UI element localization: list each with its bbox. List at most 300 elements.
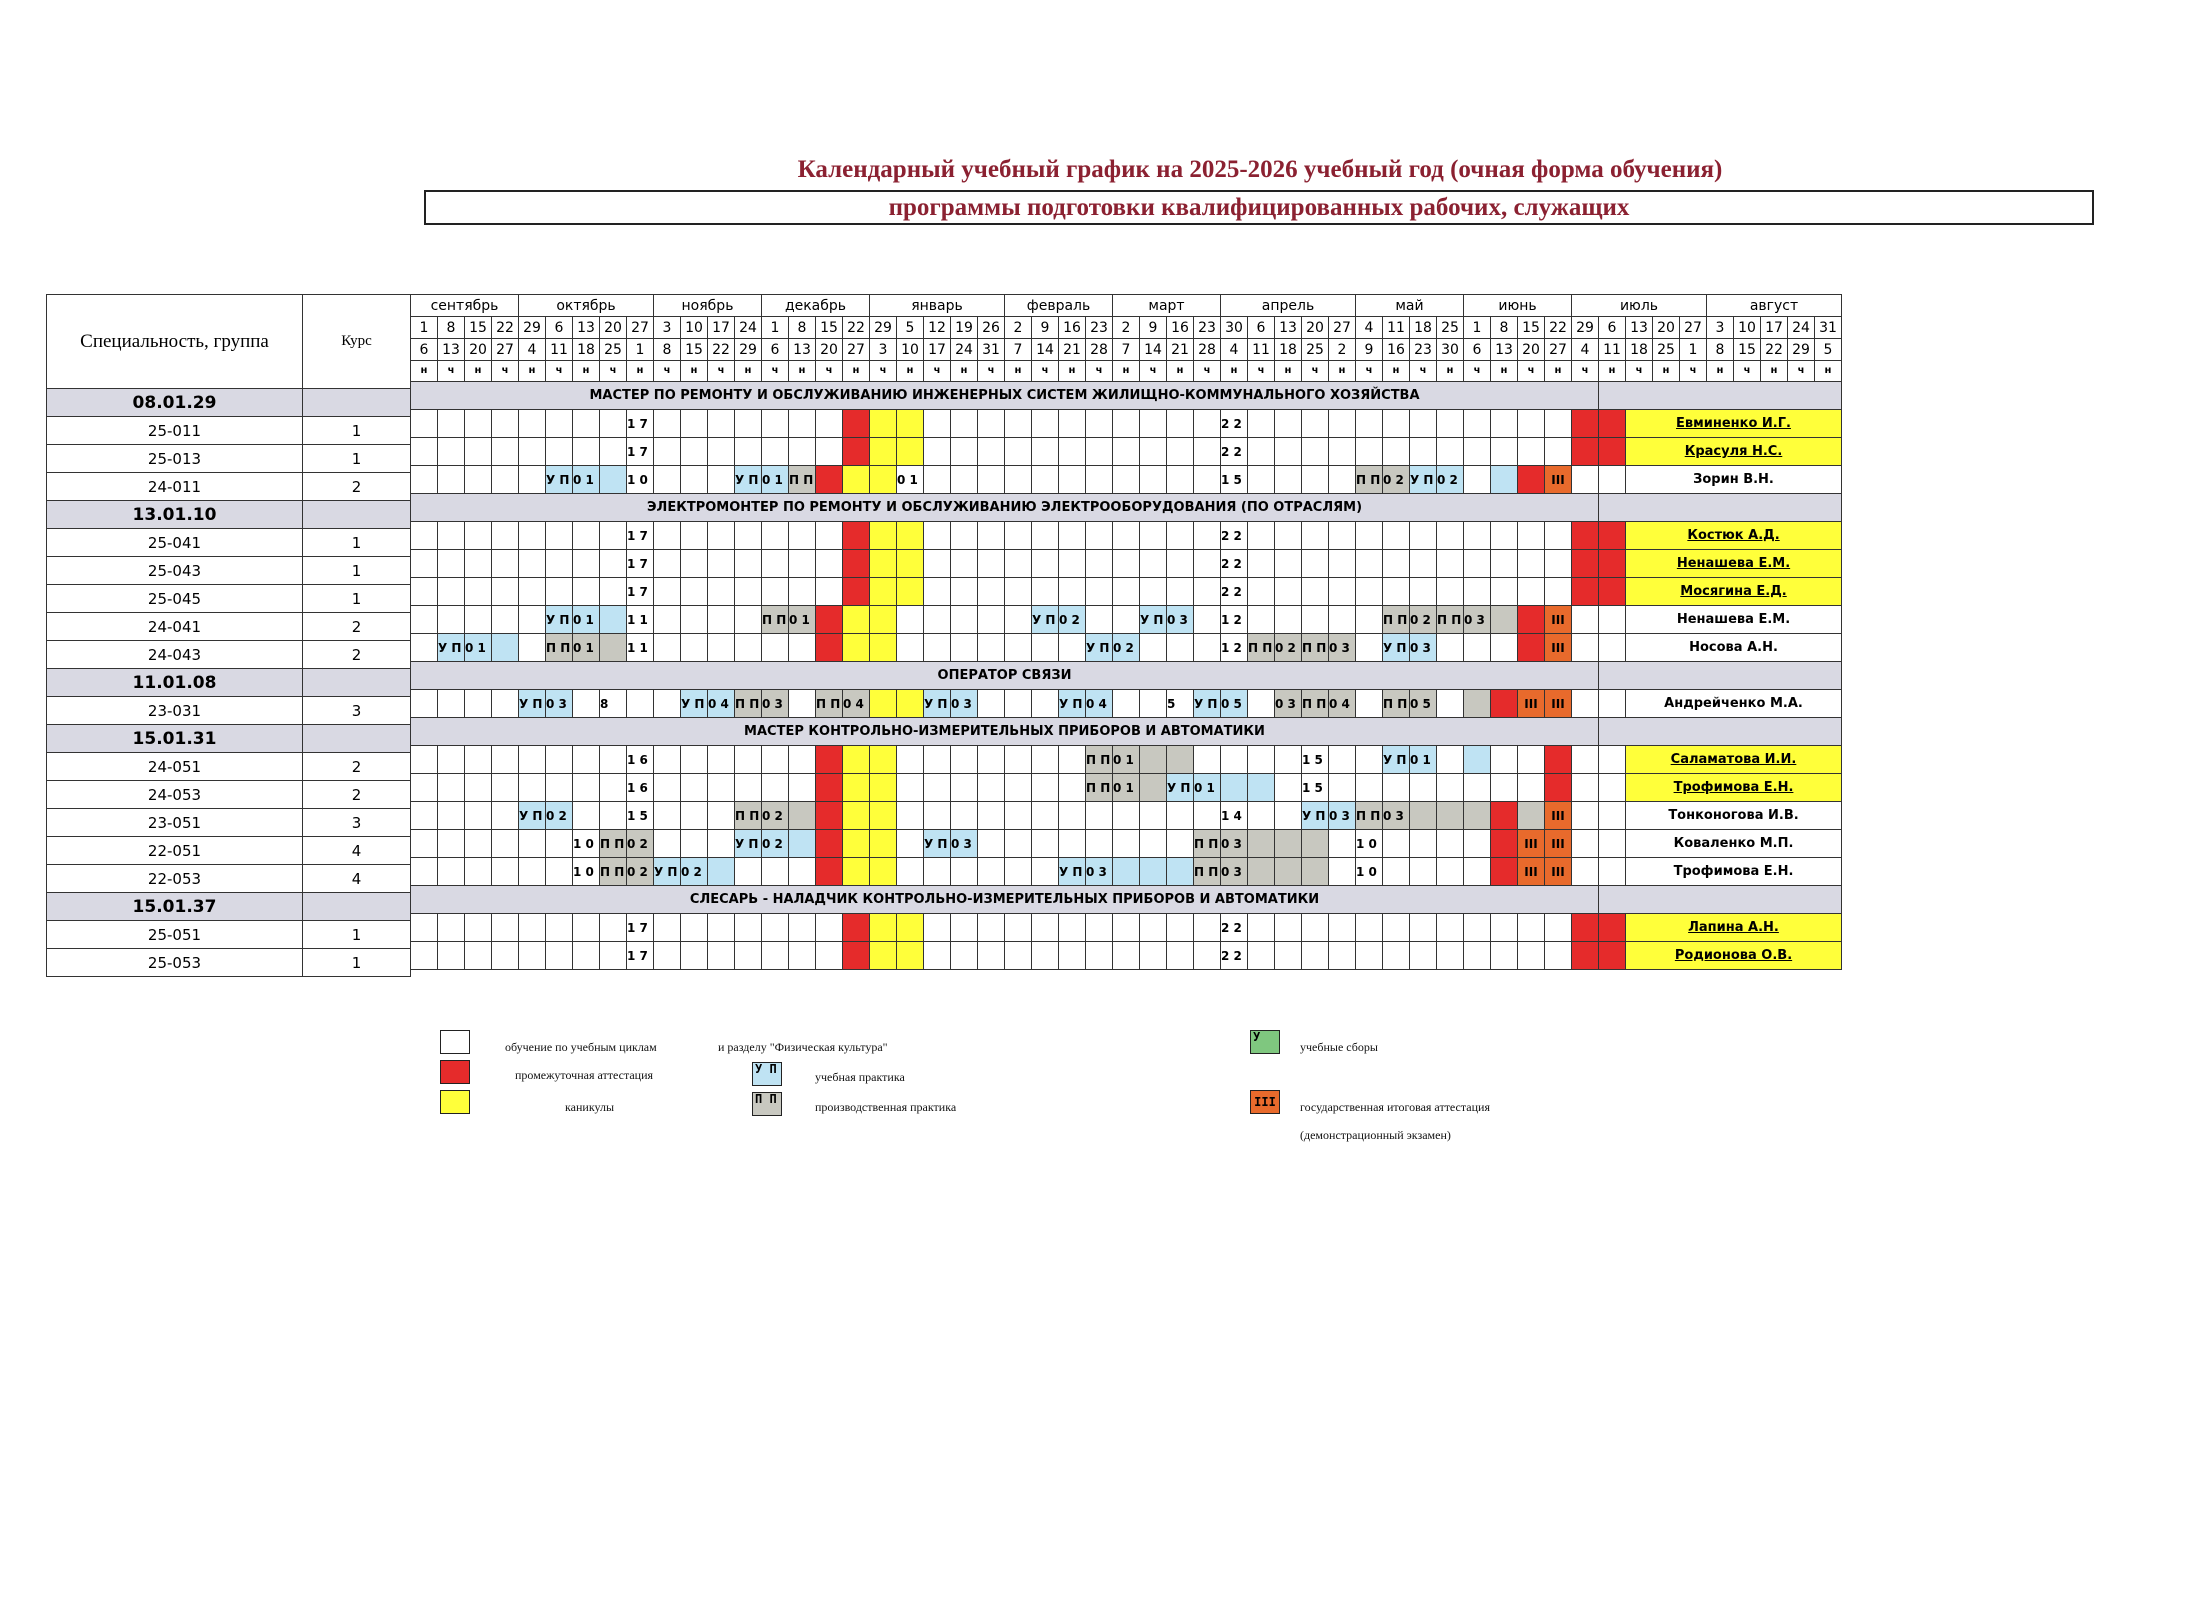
- week-end-date: 1: [627, 339, 654, 361]
- week-start-date: 13: [573, 317, 600, 339]
- schedule-cell: [1248, 802, 1275, 830]
- schedule-cell: [1302, 914, 1329, 942]
- week-end-date: 31: [978, 339, 1005, 361]
- schedule-cell: [1302, 522, 1329, 550]
- schedule-cell: III: [1545, 858, 1572, 886]
- course-number: 2: [303, 641, 411, 669]
- schedule-cell: [1383, 914, 1410, 942]
- specialty-code: 11.01.08: [47, 669, 303, 697]
- schedule-cell: [654, 466, 681, 494]
- schedule-cell: [1410, 942, 1437, 970]
- schedule-cell: [681, 606, 708, 634]
- schedule-cell: [870, 550, 897, 578]
- schedule-cell: [1194, 914, 1221, 942]
- schedule-cell: [1464, 466, 1491, 494]
- schedule-cell: [492, 634, 519, 662]
- specialty-banner-end: [1599, 718, 1842, 746]
- week-type: н: [465, 361, 492, 382]
- schedule-cell: [789, 550, 816, 578]
- schedule-cell: [1437, 774, 1464, 802]
- schedule-cell: [681, 746, 708, 774]
- schedule-cell: [438, 830, 465, 858]
- schedule-cell: [1302, 466, 1329, 494]
- schedule-cell: [654, 606, 681, 634]
- schedule-cell: [1194, 802, 1221, 830]
- week-type: ч: [1626, 361, 1653, 382]
- schedule-cell: [870, 858, 897, 886]
- schedule-cell: [1032, 466, 1059, 494]
- schedule-cell: 1 5: [627, 802, 654, 830]
- schedule-cell: [762, 634, 789, 662]
- week-type: ч: [438, 361, 465, 382]
- schedule-cell: [978, 858, 1005, 886]
- schedule-cell: [735, 942, 762, 970]
- schedule-cell: [1032, 914, 1059, 942]
- week-type: ч: [1464, 361, 1491, 382]
- week-end-date: 4: [1572, 339, 1599, 361]
- schedule-cell: [1059, 522, 1086, 550]
- schedule-cell: [1599, 914, 1626, 942]
- schedule-cell: [897, 942, 924, 970]
- schedule-cell: [1410, 914, 1437, 942]
- schedule-cell: [924, 942, 951, 970]
- schedule-cell: [1167, 802, 1194, 830]
- schedule-cell: [411, 466, 438, 494]
- schedule-cell: П П: [1194, 830, 1221, 858]
- group-code: 23-031: [47, 697, 303, 725]
- schedule-cell: П П: [1356, 802, 1383, 830]
- schedule-cell: [1545, 410, 1572, 438]
- schedule-cell: [1329, 606, 1356, 634]
- schedule-cell: [1167, 858, 1194, 886]
- schedule-cell: У П: [519, 802, 546, 830]
- schedule-cell: [1572, 550, 1599, 578]
- schedule-cell: [1356, 522, 1383, 550]
- document-title: Календарный учебный график на 2025-2026 учебный год (очная форма обучения): [797, 156, 1723, 183]
- schedule-cell: 0 3: [762, 690, 789, 718]
- schedule-cell: [1572, 606, 1599, 634]
- schedule-cell: [870, 438, 897, 466]
- week-end-date: 21: [1167, 339, 1194, 361]
- schedule-cell: [1491, 690, 1518, 718]
- schedule-cell: [1410, 830, 1437, 858]
- schedule-cell: [1464, 858, 1491, 886]
- schedule-cell: [978, 606, 1005, 634]
- schedule-cell: [654, 774, 681, 802]
- schedule-cell: [519, 942, 546, 970]
- schedule-cell: 0 2: [681, 858, 708, 886]
- schedule-cell: III: [1518, 830, 1545, 858]
- week-start-date: 2: [1113, 317, 1140, 339]
- schedule-cell: [978, 774, 1005, 802]
- week-end-date: 4: [519, 339, 546, 361]
- schedule-cell: [1140, 438, 1167, 466]
- schedule-cell: [1275, 802, 1302, 830]
- schedule-cell: [1059, 578, 1086, 606]
- schedule-cell: [1086, 802, 1113, 830]
- schedule-cell: [1005, 410, 1032, 438]
- schedule-cell: [1572, 746, 1599, 774]
- legend-camp: учебные сборы: [1300, 1040, 1378, 1054]
- schedule-cell: У П: [1059, 690, 1086, 718]
- month-header: декабрь: [762, 295, 870, 317]
- schedule-cell: 0 3: [1383, 802, 1410, 830]
- schedule-cell: [492, 858, 519, 886]
- schedule-cell: [897, 690, 924, 718]
- schedule-cell: [1194, 942, 1221, 970]
- schedule-cell: [1545, 942, 1572, 970]
- specialty-code-filler: [303, 389, 411, 417]
- week-start-date: 6: [1599, 317, 1626, 339]
- schedule-cell: [897, 634, 924, 662]
- week-start-date: 8: [789, 317, 816, 339]
- week-type: ч: [1086, 361, 1113, 382]
- schedule-cell: [1329, 830, 1356, 858]
- schedule-cell: [438, 522, 465, 550]
- schedule-cell: [1464, 830, 1491, 858]
- schedule-cell: III: [1545, 830, 1572, 858]
- schedule-cell: [465, 802, 492, 830]
- schedule-cell: У П: [519, 690, 546, 718]
- schedule-cell: [546, 410, 573, 438]
- week-type: н: [681, 361, 708, 382]
- schedule-cell: [816, 942, 843, 970]
- schedule-cell: 1 0: [1356, 830, 1383, 858]
- schedule-cell: [843, 410, 870, 438]
- teacher-name: Зорин В.Н.: [1626, 466, 1842, 494]
- schedule-cell: [1086, 830, 1113, 858]
- schedule-cell: [897, 746, 924, 774]
- week-type: н: [1707, 361, 1734, 382]
- schedule-cell: [924, 802, 951, 830]
- week-end-date: 14: [1140, 339, 1167, 361]
- week-start-date: 29: [870, 317, 897, 339]
- schedule-cell: [1248, 690, 1275, 718]
- schedule-cell: 1 7: [627, 942, 654, 970]
- group-code: 25-053: [47, 949, 303, 977]
- schedule-cell: [843, 774, 870, 802]
- schedule-cell: [816, 914, 843, 942]
- schedule-cell: 0 2: [1437, 466, 1464, 494]
- schedule-cell: [789, 522, 816, 550]
- schedule-cell: [1032, 550, 1059, 578]
- teacher-name: Костюк А.Д.: [1626, 522, 1842, 550]
- week-type: ч: [1518, 361, 1545, 382]
- schedule-cell: [1059, 942, 1086, 970]
- week-end-date: 27: [1545, 339, 1572, 361]
- schedule-cell: [870, 410, 897, 438]
- schedule-cell: [1599, 774, 1626, 802]
- teacher-name: Тонконогова И.В.: [1626, 802, 1842, 830]
- week-type: н: [1437, 361, 1464, 382]
- week-end-date: 2: [1329, 339, 1356, 361]
- schedule-cell: П П: [546, 634, 573, 662]
- schedule-cell: [1086, 410, 1113, 438]
- schedule-cell: [1383, 578, 1410, 606]
- week-start-date: 1: [762, 317, 789, 339]
- schedule-cell: 1 7: [627, 522, 654, 550]
- schedule-cell: [1167, 914, 1194, 942]
- legend-attest: промежуточная аттестация: [515, 1068, 654, 1082]
- specialty-name: ОПЕРАТОР СВЯЗИ: [411, 662, 1599, 690]
- legend-camp-swatch: У: [1250, 1030, 1280, 1054]
- schedule-cell: [654, 634, 681, 662]
- course-number: 1: [303, 445, 411, 473]
- week-type: ч: [978, 361, 1005, 382]
- schedule-cell: [1248, 410, 1275, 438]
- week-start-date: 12: [924, 317, 951, 339]
- week-start-date: 27: [627, 317, 654, 339]
- schedule-cell: [1248, 438, 1275, 466]
- schedule-cell: У П: [1059, 858, 1086, 886]
- schedule-cell: [1032, 690, 1059, 718]
- schedule-cell: [924, 522, 951, 550]
- schedule-cell: [681, 914, 708, 942]
- schedule-cell: [1275, 466, 1302, 494]
- schedule-cell: [1140, 746, 1167, 774]
- schedule-cell: [519, 774, 546, 802]
- schedule-cell: [1275, 522, 1302, 550]
- group-code: 25-011: [47, 417, 303, 445]
- week-type: н: [1167, 361, 1194, 382]
- week-end-date: 9: [1356, 339, 1383, 361]
- week-start-date: 18: [1410, 317, 1437, 339]
- schedule-cell: [843, 522, 870, 550]
- schedule-cell: [1248, 578, 1275, 606]
- schedule-cell: [735, 858, 762, 886]
- schedule-cell: [870, 578, 897, 606]
- schedule-cell: 1 6: [627, 746, 654, 774]
- schedule-cell: [600, 774, 627, 802]
- schedule-cell: [708, 438, 735, 466]
- schedule-cell: [1140, 774, 1167, 802]
- schedule-cell: У П: [654, 858, 681, 886]
- week-start-date: 17: [1761, 317, 1788, 339]
- schedule-cell: [1221, 746, 1248, 774]
- schedule-cell: [978, 634, 1005, 662]
- schedule-cell: [600, 634, 627, 662]
- schedule-cell: [411, 550, 438, 578]
- schedule-cell: П П: [735, 802, 762, 830]
- schedule-cell: 0 1: [573, 634, 600, 662]
- schedule-cell: [546, 858, 573, 886]
- schedule-cell: [492, 802, 519, 830]
- schedule-cell: [789, 438, 816, 466]
- schedule-cell: [1140, 942, 1167, 970]
- schedule-cell: [681, 802, 708, 830]
- schedule-cell: [1437, 830, 1464, 858]
- week-start-date: 13: [1626, 317, 1653, 339]
- schedule-cell: [1140, 914, 1167, 942]
- legend-gia: государственная итоговая аттестация: [1300, 1100, 1490, 1114]
- schedule-cell: [546, 830, 573, 858]
- schedule-cell: [438, 746, 465, 774]
- schedule-cell: [951, 410, 978, 438]
- schedule-cell: [438, 690, 465, 718]
- schedule-cell: 2 2: [1221, 914, 1248, 942]
- schedule-cell: П П: [1086, 746, 1113, 774]
- schedule-cell: [843, 830, 870, 858]
- schedule-cell: [1032, 830, 1059, 858]
- schedule-cell: [1005, 802, 1032, 830]
- schedule-cell: [870, 942, 897, 970]
- schedule-cell: [465, 522, 492, 550]
- week-start-date: 24: [735, 317, 762, 339]
- schedule-cell: [1356, 774, 1383, 802]
- schedule-cell: [600, 578, 627, 606]
- schedule-cell: 0 1: [1410, 746, 1437, 774]
- group-code: 22-051: [47, 837, 303, 865]
- teacher-name: Красуля Н.С.: [1626, 438, 1842, 466]
- week-start-date: 15: [1518, 317, 1545, 339]
- schedule-cell: [708, 578, 735, 606]
- schedule-cell: III: [1545, 634, 1572, 662]
- schedule-cell: [708, 914, 735, 942]
- schedule-cell: [681, 550, 708, 578]
- schedule-cell: [1599, 578, 1626, 606]
- week-start-date: 19: [951, 317, 978, 339]
- schedule-cell: [1113, 802, 1140, 830]
- schedule-cell: [843, 746, 870, 774]
- schedule-cell: [1248, 746, 1275, 774]
- schedule-cell: [492, 942, 519, 970]
- schedule-cell: III: [1518, 690, 1545, 718]
- schedule-cell: [411, 830, 438, 858]
- legend-pp: производственная практика: [815, 1100, 957, 1114]
- schedule-cell: У П: [1140, 606, 1167, 634]
- schedule-cell: [951, 914, 978, 942]
- schedule-cell: [816, 522, 843, 550]
- schedule-cell: [465, 858, 492, 886]
- week-end-date: 27: [492, 339, 519, 361]
- group-code: 25-013: [47, 445, 303, 473]
- schedule-cell: [843, 550, 870, 578]
- teacher-name: Андрейченко М.А.: [1626, 690, 1842, 718]
- schedule-cell: [978, 690, 1005, 718]
- schedule-cell: [1194, 634, 1221, 662]
- schedule-cell: [1302, 606, 1329, 634]
- schedule-cell: [789, 858, 816, 886]
- schedule-cell: [546, 438, 573, 466]
- week-start-date: 10: [681, 317, 708, 339]
- schedule-cell: [816, 578, 843, 606]
- schedule-cell: [1329, 522, 1356, 550]
- schedule-cell: [1005, 522, 1032, 550]
- schedule-cell: 0 5: [1221, 690, 1248, 718]
- schedule-cell: [411, 746, 438, 774]
- schedule-cell: [465, 438, 492, 466]
- week-end-date: 25: [1653, 339, 1680, 361]
- schedule-cell: [1140, 550, 1167, 578]
- schedule-cell: 1 7: [627, 914, 654, 942]
- schedule-cell: [465, 466, 492, 494]
- schedule-cell: [1005, 606, 1032, 634]
- schedule-cell: [1005, 690, 1032, 718]
- schedule-cell: [1383, 550, 1410, 578]
- teacher-name: Трофимова Е.Н.: [1626, 858, 1842, 886]
- schedule-cell: [1410, 802, 1437, 830]
- schedule-cell: [1356, 942, 1383, 970]
- week-end-date: 7: [1005, 339, 1032, 361]
- schedule-cell: [411, 522, 438, 550]
- schedule-cell: 0 1: [573, 606, 600, 634]
- schedule-cell: П П: [1356, 466, 1383, 494]
- schedule-cell: [789, 578, 816, 606]
- schedule-cell: [1086, 606, 1113, 634]
- schedule-cell: [1464, 410, 1491, 438]
- schedule-cell: [519, 634, 546, 662]
- schedule-cell: 1 7: [627, 578, 654, 606]
- month-header: октябрь: [519, 295, 654, 317]
- course-number: 2: [303, 613, 411, 641]
- schedule-cell: [843, 438, 870, 466]
- schedule-cell: [492, 466, 519, 494]
- schedule-cell: [1572, 914, 1599, 942]
- schedule-cell: [1113, 410, 1140, 438]
- schedule-cell: 2 2: [1221, 550, 1248, 578]
- schedule-cell: 0 3: [951, 830, 978, 858]
- group-code: 25-041: [47, 529, 303, 557]
- schedule-cell: [1464, 914, 1491, 942]
- schedule-cell: 1 4: [1221, 802, 1248, 830]
- week-end-date: 28: [1194, 339, 1221, 361]
- schedule-cell: [1113, 466, 1140, 494]
- schedule-cell: П П: [1437, 606, 1464, 634]
- schedule-cell: У П: [1032, 606, 1059, 634]
- specialty-name: МАСТЕР ПО РЕМОНТУ И ОБСЛУЖИВАНИЮ ИНЖЕНЕРНЫХ СИСТЕМ ЖИЛИЩНО-КОММУНАЛЬНОГО ХОЗЯЙСТВА: [411, 382, 1599, 410]
- schedule-cell: [438, 578, 465, 606]
- course-number: 1: [303, 557, 411, 585]
- schedule-cell: [1113, 830, 1140, 858]
- schedule-cell: [1599, 522, 1626, 550]
- schedule-cell: [492, 550, 519, 578]
- schedule-cell: [897, 858, 924, 886]
- teacher-name: Ненашева Е.М.: [1626, 606, 1842, 634]
- schedule-cell: [1437, 438, 1464, 466]
- schedule-cell: [708, 830, 735, 858]
- schedule-cell: [1491, 634, 1518, 662]
- schedule-cell: [1464, 634, 1491, 662]
- schedule-cell: III: [1545, 466, 1572, 494]
- schedule-cell: [492, 746, 519, 774]
- schedule-cell: [1383, 410, 1410, 438]
- schedule-cell: 0 4: [708, 690, 735, 718]
- schedule-cell: [708, 802, 735, 830]
- schedule-cell: [1140, 690, 1167, 718]
- schedule-cell: [1032, 746, 1059, 774]
- schedule-cell: [1491, 942, 1518, 970]
- schedule-cell: [573, 914, 600, 942]
- schedule-cell: [816, 634, 843, 662]
- left-columns: [46, 294, 411, 977]
- specialty-name: МАСТЕР КОНТРОЛЬНО-ИЗМЕРИТЕЛЬНЫХ ПРИБОРОВ И АВТОМАТИКИ: [411, 718, 1599, 746]
- schedule-cell: [789, 914, 816, 942]
- schedule-cell: [951, 746, 978, 774]
- schedule-cell: [1356, 438, 1383, 466]
- schedule-cell: [546, 746, 573, 774]
- schedule-cell: [1032, 802, 1059, 830]
- schedule-cell: [870, 802, 897, 830]
- week-type: ч: [1788, 361, 1815, 382]
- schedule-cell: [546, 522, 573, 550]
- schedule-cell: [735, 410, 762, 438]
- schedule-cell: [1491, 438, 1518, 466]
- schedule-cell: П П: [600, 858, 627, 886]
- schedule-cell: [519, 830, 546, 858]
- schedule-cell: [870, 690, 897, 718]
- week-end-date: 13: [789, 339, 816, 361]
- schedule-cell: [1599, 410, 1626, 438]
